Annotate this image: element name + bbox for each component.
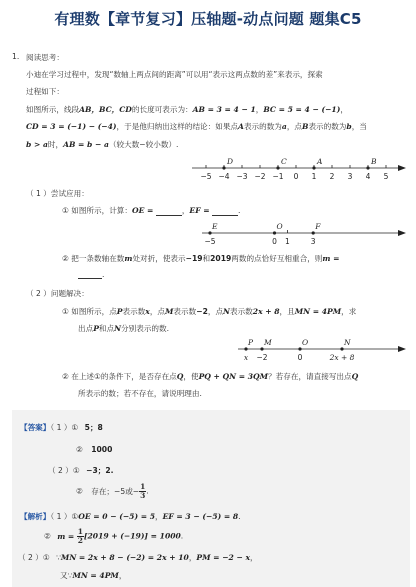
text: 表示的数为 (243, 122, 282, 131)
text: 表示的数为 (308, 122, 347, 131)
text: 表示数 (173, 307, 197, 316)
tick-label: −5 (204, 237, 216, 246)
math-cond: MN = 4PM (294, 307, 342, 316)
text: ，点 (149, 307, 166, 316)
text: ， (188, 553, 197, 562)
text: ，使 (183, 372, 199, 381)
math-expr: 2x + 8 (252, 307, 280, 316)
point-label: O (276, 222, 283, 231)
analysis-tag: 【解析】 (20, 512, 51, 521)
answer-tag: 【答案】 (20, 423, 51, 432)
circle-num: ② (62, 372, 69, 381)
page-title: 有理数【章节复习】压轴题-动点问题 题集C5 (54, 10, 362, 28)
answer-blank-m[interactable] (78, 270, 105, 279)
answer-row-4 (76, 483, 149, 500)
text: 出点 (78, 324, 94, 333)
math-eq: PM = −2 − x (196, 553, 251, 562)
text: （ 1 ）① (50, 512, 79, 521)
math-eq: MN = 4PM (72, 571, 119, 580)
number-line-1 (190, 152, 410, 186)
text: 如图所示，点 (71, 307, 117, 316)
answer-row-3 (48, 465, 114, 476)
tick-label: −3 (236, 172, 248, 181)
text: . (146, 486, 149, 496)
math-eq: OE = 0 − (−5) = 5 (78, 512, 155, 521)
tick-label: −2 (254, 172, 266, 181)
answer-value: 5；8 (84, 423, 103, 432)
text: . (180, 531, 184, 541)
text: . (238, 512, 241, 521)
math-condition: PQ + QN = 3QM (198, 372, 269, 381)
point-label: N (344, 338, 351, 347)
part1-item2 (62, 253, 339, 264)
point-dot (298, 347, 301, 350)
text: （ 2 ）① (48, 466, 80, 475)
point-dot (222, 166, 225, 169)
math-var: m (124, 254, 133, 263)
text: 和点 (98, 324, 115, 333)
tick-label: 5 (383, 172, 389, 181)
intro-line-3 (26, 104, 348, 115)
fraction (77, 528, 84, 545)
text: ，点 (286, 122, 303, 131)
point-label: O (302, 338, 309, 347)
part2-item2-line1 (62, 371, 358, 382)
answer-panel (12, 410, 410, 587)
tick-label: 0 (293, 172, 299, 181)
point-label: B (371, 157, 377, 166)
math-var: N (223, 307, 230, 316)
intro-label: 阅读思考： (26, 53, 64, 62)
answer-row-1 (20, 422, 103, 433)
math-var: x (145, 307, 150, 316)
point-dot (208, 231, 211, 234)
point-dot (366, 166, 369, 169)
circle-num: ① (62, 307, 69, 316)
circle-num: ② (62, 254, 69, 263)
text: ② (76, 445, 83, 454)
intro-line-1: 小迪在学习过程中，发现“数轴上两点间的距离”可以用“表示这两点数的差”来表示，探索 (26, 70, 323, 79)
answer-value: −3；2. (86, 466, 114, 475)
intro-line-5 (26, 139, 178, 150)
text: 两数的点恰好互相重合，则 (231, 254, 323, 263)
point-label: P (248, 338, 254, 347)
text: 处对折，使表示 (132, 254, 186, 263)
text: ，且 (279, 307, 295, 316)
text: ， (340, 105, 348, 114)
tick-label: 2 (329, 172, 335, 181)
text: 表示数 (230, 307, 253, 316)
text: 在上述①的条件下，是否存在点 (71, 372, 177, 381)
math-number: 2019 (210, 254, 232, 263)
math-eq: m = (57, 531, 75, 541)
text: ， (181, 206, 190, 215)
answer-row-2 (76, 445, 112, 454)
math-number: −19 (185, 254, 203, 263)
fraction-num: 1 (140, 482, 146, 491)
part1-item2-blank (78, 270, 104, 279)
text: ， (250, 553, 258, 562)
tick-label: 3 (347, 172, 353, 181)
point-label: M (264, 338, 272, 347)
part2-item1-line2 (78, 323, 169, 334)
point-dot (340, 347, 343, 350)
math-var: b (346, 122, 352, 131)
tick-label: −4 (218, 172, 230, 181)
text: 的长度可表示为： (131, 105, 193, 114)
number-line-3 (236, 336, 410, 366)
text: . (102, 270, 105, 279)
math-var: P (93, 324, 99, 333)
point-label: C (281, 157, 287, 166)
analysis-row-1 (20, 511, 241, 522)
text: 又∵ (60, 571, 73, 580)
text: ， (255, 105, 264, 114)
circle-num: ① (62, 206, 69, 215)
fraction-den: 3 (140, 491, 146, 500)
tick-label: x (243, 353, 249, 362)
text: 如图所示，计算： (71, 206, 132, 215)
point-label: E (212, 222, 218, 231)
text: 和 (202, 254, 211, 263)
intro-line-2: 过程如下： (26, 87, 64, 96)
answer-value: 存在；−5或− (91, 486, 140, 496)
tick-label: 1 (285, 237, 290, 246)
text: （较大数−较小数）. (108, 140, 179, 149)
point-dot (260, 347, 263, 350)
point-label: A (317, 157, 323, 166)
answer-value: 1000 (91, 445, 113, 454)
tick-label: −2 (256, 353, 268, 362)
point-label: D (227, 157, 234, 166)
part2-item2-line2: 所表示的数；若不存在，请说明理由. (78, 389, 202, 398)
analysis-row-3 (18, 552, 258, 563)
fraction-den: 2 (77, 536, 83, 545)
math-segments: AB，BC，CD (79, 105, 132, 114)
tick-label: 4 (365, 172, 371, 181)
text: 表示数 (122, 307, 146, 316)
math-m: m = (322, 254, 340, 263)
math-var: A (238, 122, 244, 131)
tick-label: 0 (297, 353, 303, 362)
tick-label: 1 (311, 172, 317, 181)
text: ，点 (207, 307, 224, 316)
text: ？若存在，请直接写出点 (268, 372, 352, 381)
part1-item1 (62, 205, 240, 216)
because-symbol: ∵ (56, 553, 61, 562)
text: ， (155, 512, 163, 521)
part2-item1-line1 (62, 306, 356, 317)
tick-label: −5 (200, 172, 212, 181)
math-cond: b > a (26, 140, 48, 149)
intro-line-4 (26, 121, 367, 132)
text: （ 1 ）① (50, 423, 79, 432)
math-var: P (116, 307, 123, 316)
math-ab-formula: AB = b − a (63, 140, 109, 149)
text: ，当 (351, 122, 367, 131)
text: 分别表示的数. (121, 324, 170, 333)
text: ，于是他归纳出这样的结论：如果点 (116, 122, 239, 131)
text: 时， (47, 140, 64, 149)
math-var: B (302, 122, 309, 131)
math-eq: MN = 2x + 8 − (−2) = 2x + 10 (60, 553, 189, 562)
question-number: 1. (12, 52, 20, 61)
math-eq: [2019 + (−19)] = 1000 (83, 531, 181, 541)
math-oe: OE = (131, 206, 154, 215)
analysis-row-4 (60, 570, 126, 581)
point-label: F (315, 222, 321, 231)
fraction-num: 1 (77, 527, 83, 536)
math-ab: AB = 3 = 4 − 1 (192, 105, 256, 114)
part2-label: （ 2 ）问题解决： (26, 289, 89, 298)
answer-blank-oe[interactable] (156, 207, 182, 216)
tick-label: −1 (272, 172, 284, 181)
math-bc: BC = 5 = 4 − (−1) (263, 105, 341, 114)
text: 把一条数轴在数 (71, 254, 125, 263)
text: 如图所示，线段 (26, 105, 80, 114)
math-var: M (165, 307, 174, 316)
text: （ 2 ）① (18, 553, 50, 562)
point-dot (273, 231, 276, 234)
point-dot (312, 166, 315, 169)
point-dot (276, 166, 279, 169)
math-var: Q (176, 372, 184, 381)
number-line-2 (200, 219, 410, 249)
text: ② (44, 531, 51, 541)
math-ef: EF = (189, 206, 210, 215)
math-cd: CD = 3 = (−1) − (−4) (26, 122, 117, 131)
math-eq: EF = 3 − (−5) = 8 (162, 512, 239, 521)
math-number: −2 (196, 307, 208, 316)
math-var: Q (351, 372, 359, 381)
tick-label: 0 (272, 237, 277, 246)
point-dot (312, 231, 315, 234)
text: ，求 (341, 307, 357, 316)
answer-blank-ef[interactable] (212, 206, 241, 216)
tick-label: 2x + 8 (329, 353, 355, 362)
text: ② (76, 486, 83, 496)
point-dot (244, 347, 247, 350)
analysis-row-2 (44, 528, 183, 545)
tick-label: 3 (310, 237, 316, 246)
part1-label: （ 1 ）尝试应用： (26, 189, 89, 198)
math-var: a (281, 122, 287, 131)
math-var: N (114, 324, 122, 333)
text: ， (118, 571, 127, 580)
text: . (238, 206, 241, 215)
